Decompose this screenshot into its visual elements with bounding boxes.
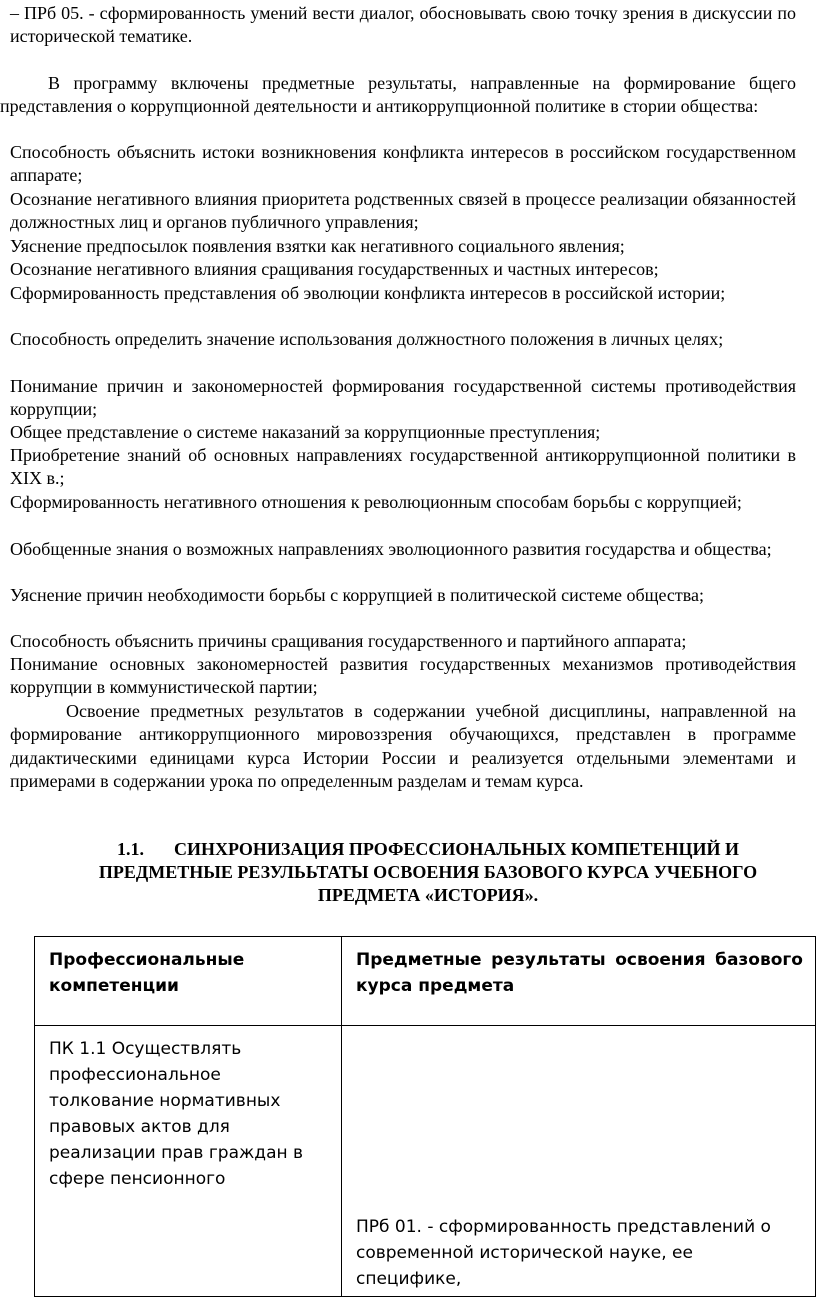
section-title: СИНХРОНИЗАЦИЯ ПРОФЕССИОНАЛЬНЫХ КОМПЕТЕНЦИЙ И ПРЕДМЕТНЫЕ РЕЗУЛЬЬТАТЫ ОСВОЕНИЯ БАЗОВОГО КУРСА УЧЕБНОГО ПРЕДМЕТА «ИСТОРИЯ». [98, 839, 758, 905]
table-cell-result: ПРб 01. - сформированность представлений о современной исторической науке, ее специфике, [342, 1026, 816, 1297]
competencies-table [34, 936, 816, 1297]
list-item: Способность объяснить истоки возникновения конфликта интересов в российском государственном аппарате; [10, 142, 796, 186]
prb05-paragraph: – ПРб 05. - сформированность умений вести диалог, обосновывать свою точку зрения в дискуссии по исторической тематике. [10, 3, 796, 47]
list-item: Понимание причин и закономерностей формирования государственной системы противодействия коррупции; [10, 376, 796, 420]
list-item: Уяснение причин необходимости борьбы с коррупцией в политической системе общества; [10, 585, 705, 605]
section-number: 1.1. [116, 839, 144, 859]
list-item: Понимание основных закономерностей развития государственных механизмов противодействия коррупции в коммунистической партии; [10, 654, 796, 698]
list-item: Осознание негативного влияния сращивания государственных и частных интересов; [10, 259, 659, 279]
list-item: Обобщенные знания о возможных направлениях эволюционного развития государства и общества; [10, 539, 772, 559]
list-item: Общее представление о системе наказаний за коррупционные преступления; [10, 422, 601, 442]
table-header-row [35, 937, 816, 1026]
list-item: Способность объяснить причины сращивания государственного и партийного аппарата; [10, 631, 687, 651]
list-item: Уяснение предпосылок появления взятки как негативного социального явления; [10, 236, 625, 256]
section-heading [60, 838, 796, 907]
list-item: Способность определить значение использования должностного положения в личных целях; [10, 329, 724, 349]
table-row [35, 1026, 816, 1297]
list-item: Осознание негативного влияния приоритета родственных связей в процессе реализации обязанностей должностных лиц и органов публичного управления; [10, 189, 796, 233]
list-item: Приобретение знаний об основных направлениях государственной антикоррупционной политики в XIX в.; [10, 445, 796, 489]
closing-paragraph: Освоение предметных результатов в содержании учебной дисциплины, направленной на формирование антикоррупционного мировоззрения обучающихся, представлен в программе дидактическими единицами курса Истории России и реализуется отдельными элементами и примерами в содержании урока по определенным разделам и темам курса. [10, 701, 796, 791]
list-item: Сформированность негативного отношения к революционным способам борьбы с коррупцией; [10, 492, 742, 512]
table-header-competencies: Профессиональные компетенции [35, 937, 342, 1026]
list-item: Сформированность представления об эволюции конфликта интересов в российской истории; [10, 283, 726, 303]
table-cell-competency: ПК 1.1 Осуществлять профессиональное толкование нормативных правовых актов для реализации прав граждан в сфере пенсионного [35, 1026, 342, 1297]
table-header-results: Предметные результаты освоения базового курса предмета [342, 937, 816, 1026]
intro-paragraph: В программу включены предметные результаты, направленные на формирование бщего представления о коррупционной деятельности и антикоррупционной политике в стории общества: [0, 73, 796, 117]
